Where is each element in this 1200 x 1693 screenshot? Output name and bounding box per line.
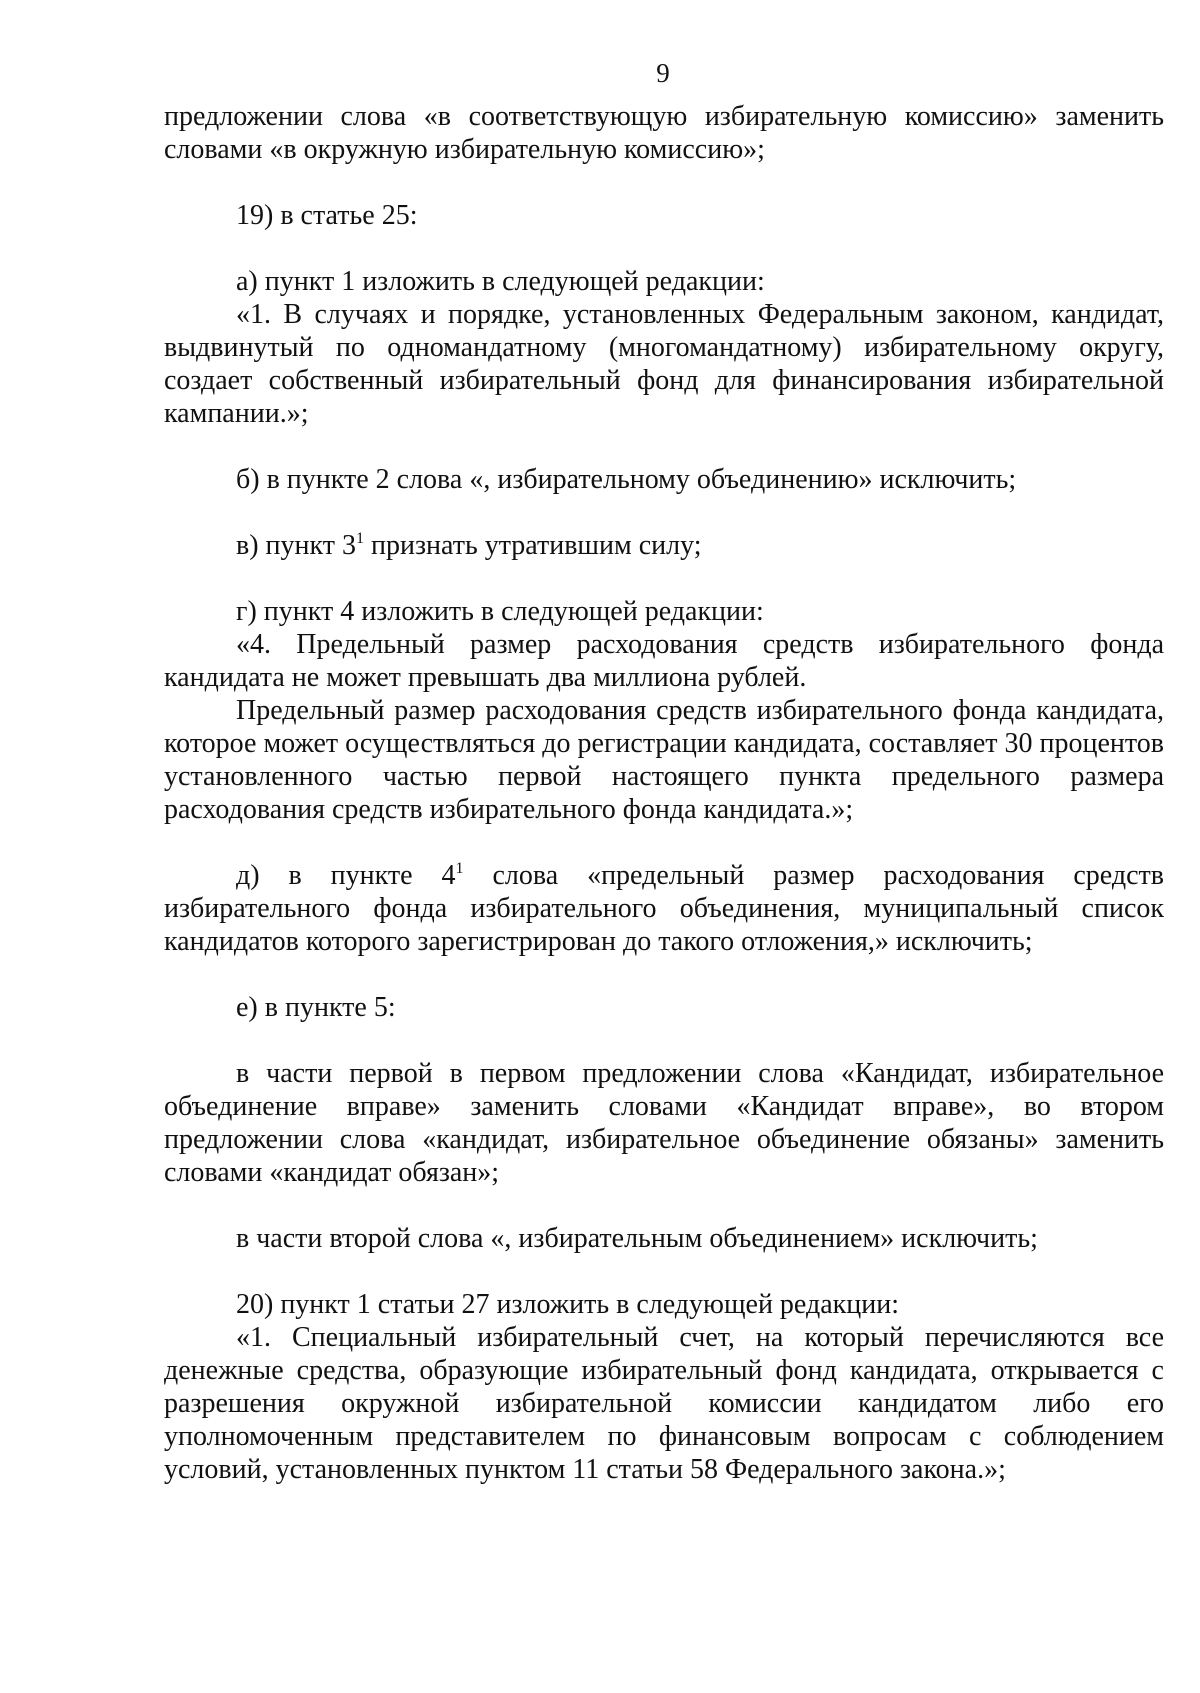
page-number: 9 — [656, 58, 670, 88]
paragraph-subitem-b: б) в пункте 2 слова «, избирательному объединению» исключить; — [236, 464, 1017, 495]
paragraph-quote-article-27: «1. Специальный избирательный счет, на который перечисляются все денежные средства, образующие избирательный фонд кандидата, открывается с разрешения окружной избирательной комиссии кандидатом либо его уполномоченным представителем по финансовым вопросам с соблюдением условий, установленных пунктом 11 статьи 58 Федерального закона.»; — [164, 1322, 1164, 1485]
paragraph-subitem-d-rest: слова «предельный размер расходования средств избирательного фонда избирательного объединения, муниципальный список кандидатов которого зарегистрирован до такого отложения,» исключить; — [164, 860, 1164, 957]
paragraph-part-one: в части первой в первом предложении слова «Кандидат, избирательное объединение вправе» заменить словами «Кандидат вправе», во втором предложении слова «кандидат, избирательное объединение обязаны» заменить словами «кандидат обязан»; — [164, 1058, 1164, 1188]
paragraph-subitem-d — [164, 859, 1164, 958]
paragraph-item-20: 20) пункт 1 статьи 27 изложить в следующей редакции: — [236, 1289, 900, 1320]
paragraph-subitem-e: е) в пункте 5: — [236, 992, 396, 1023]
paragraph-quote-point-4-part-2: Предельный размер расходования средств избирательного фонда кандидата, которое может осуществляться до регистрации кандидата, составляет 30 процентов установленного частью первой настоящего пункта предельного размера расходования средств избирательного фонда кандидата.»; — [164, 695, 1164, 825]
document-body — [164, 100, 1164, 1486]
paragraph-subitem-v-text: в) пункт 3 — [236, 530, 356, 561]
paragraph-subitem-v — [164, 529, 1164, 562]
paragraph-subitem-d-text: д) в пункте 4 — [236, 860, 456, 891]
paragraph-continuation: предложении слова «в соответствующую избирательную комиссию» заменить словами «в окружную избирательную комиссию»; — [164, 101, 1164, 165]
paragraph-part-two: в части второй слова «, избирательным объединением» исключить; — [236, 1223, 1038, 1254]
paragraph-item-19: 19) в статье 25: — [236, 200, 418, 231]
paragraph-subitem-g: г) пункт 4 изложить в следующей редакции: — [236, 596, 764, 627]
paragraph-quote-point-1: «1. В случаях и порядке, установленных Федеральным законом, кандидат, выдвинутый по одномандатному (многомандатному) избирательному округу, создает собственный избирательный фонд для финансирования избирательной кампании.»; — [164, 299, 1164, 429]
superscript-index: 1 — [455, 860, 464, 877]
paragraph-subitem-v-rest: признать утратившим силу; — [363, 530, 702, 561]
superscript-index: 1 — [355, 530, 364, 547]
paragraph-subitem-a: а) пункт 1 изложить в следующей редакции: — [236, 266, 765, 297]
paragraph-quote-point-4: «4. Предельный размер расходования средств избирательного фонда кандидата не может превышать два миллиона рублей. — [164, 629, 1164, 693]
